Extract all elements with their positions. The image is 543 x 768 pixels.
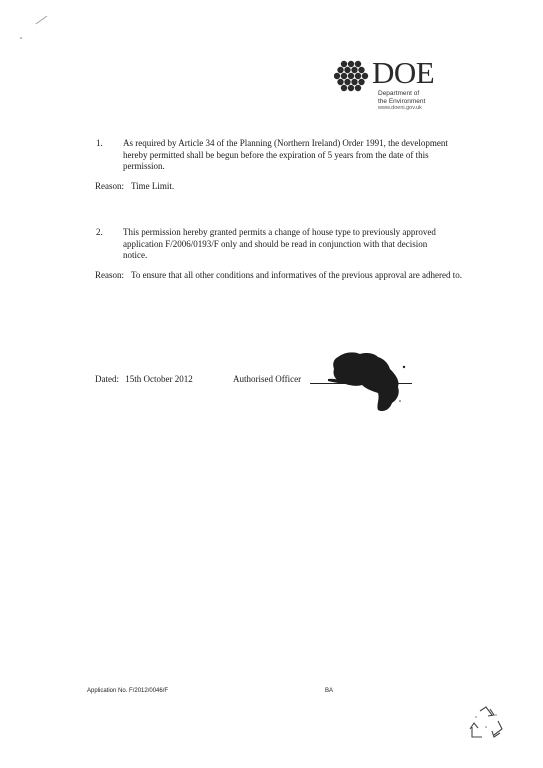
recycle-icon: [466, 703, 506, 743]
reason-2: [95, 270, 485, 296]
condition-2: [96, 227, 466, 267]
dated-field: [95, 374, 193, 384]
scan-speckle: [19, 36, 23, 40]
reason-label: Reason:: [95, 270, 124, 280]
doe-logo-icon: [334, 55, 374, 95]
condition-number: 1.: [96, 138, 103, 148]
reason-label: Reason:: [95, 181, 124, 191]
department-line-1: Department of: [378, 90, 420, 97]
reason-text: To ensure that all other conditions and informatives of the previous approval are adhered to.: [131, 270, 463, 280]
condition-text: This permission hereby granted permits a change of house type to previously approved application F/2006/0193/F only and should be read in conjunction with that decision notice.: [123, 227, 436, 260]
footer-code: BA: [325, 688, 334, 694]
reason-text: Time Limit.: [131, 181, 175, 191]
scan-speckle: [34, 14, 50, 26]
reason-1: [95, 181, 475, 195]
authorised-officer-label: Authorised Officer: [233, 374, 302, 384]
dated-label: Dated:: [95, 374, 119, 384]
website-link[interactable]: www.doeni.gov.uk: [378, 105, 422, 111]
department-name: [378, 90, 425, 113]
logo-wordmark: DOE: [372, 55, 435, 90]
department-line-2: the Environment: [378, 97, 426, 105]
application-number: Application No. F/2012/0046/F: [87, 688, 169, 694]
doe-logo: [334, 55, 464, 125]
dated-value: 15th October 2012: [125, 374, 193, 384]
condition-text: As required by Article 34 of the Planning (Northern Ireland) Order 1991, the development hereby permitted shall be begun before the expiration of 5 years from the date of this permission.: [123, 138, 448, 171]
condition-number: 2.: [96, 227, 103, 237]
condition-1: [96, 138, 466, 178]
signature-mark: [320, 347, 410, 415]
